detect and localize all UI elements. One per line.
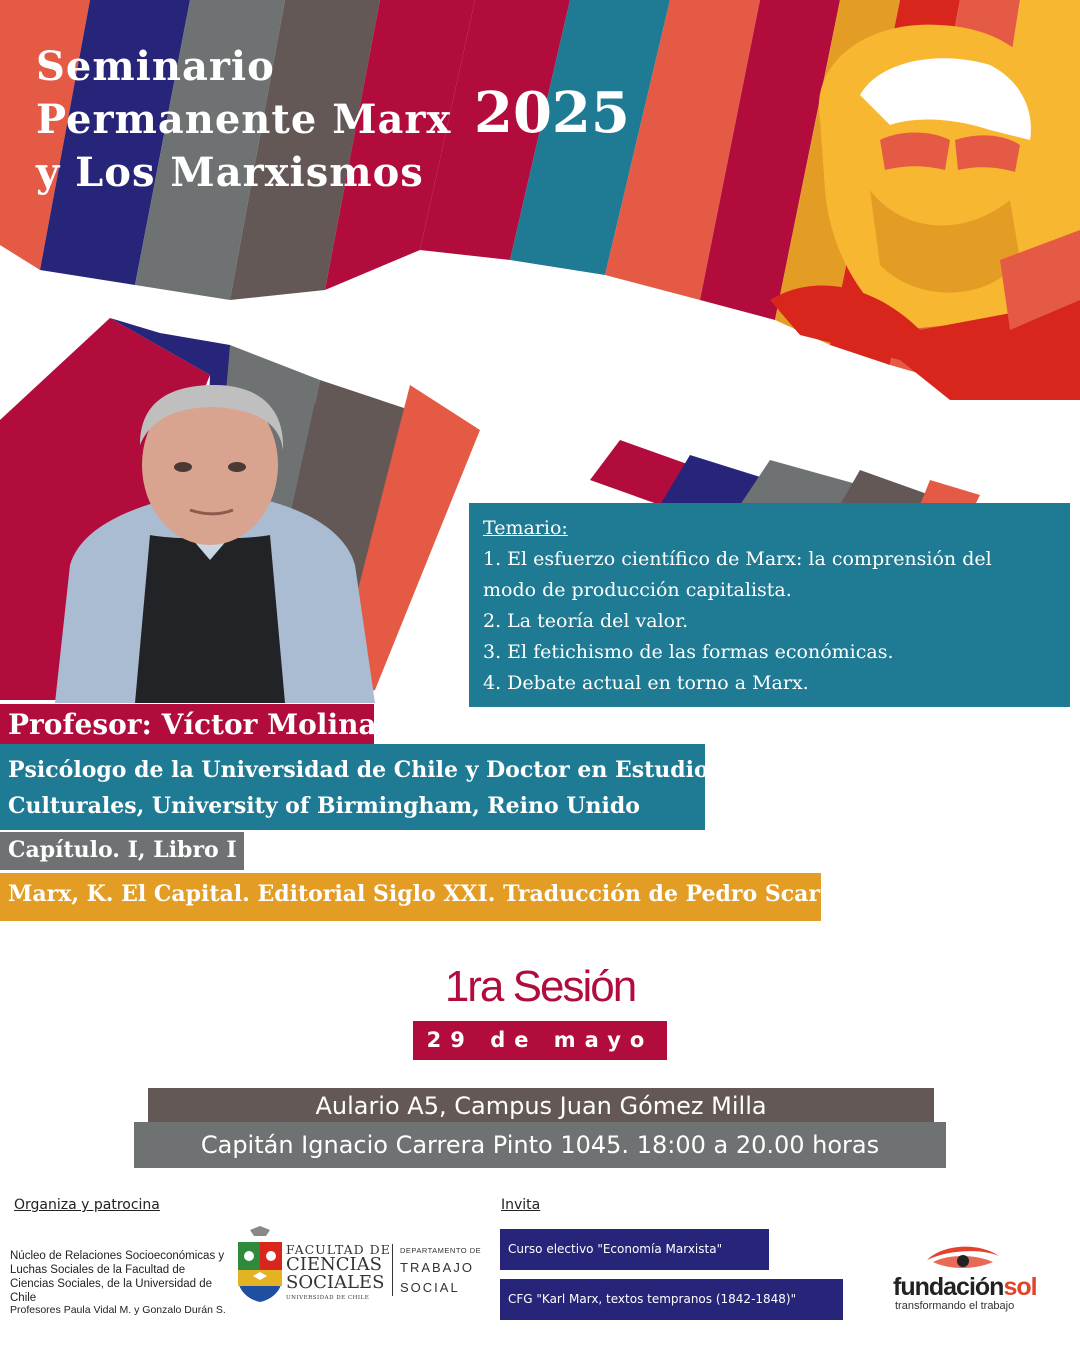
facultad-line-4: UNIVERSIDAD DE CHILE	[286, 1295, 370, 1301]
depto-line-2: TRABAJO	[400, 1260, 474, 1275]
session-address-time: Capitán Ignacio Carrera Pinto 1045. 18:00 a 20.00 horas	[134, 1122, 946, 1168]
facultad-name	[286, 1256, 384, 1292]
credentials-line-2: Culturales, University of Birmingham, Reino Unido	[8, 793, 640, 819]
curso-electivo: Curso electivo "Economía Marxista"	[500, 1229, 769, 1270]
profesores-text: Profesores Paula Vidal M. y Gonzalo Durán S.	[10, 1304, 226, 1316]
title-line-3: y Los Marxismos	[36, 149, 424, 196]
sol-word: sol	[1003, 1273, 1037, 1301]
organiza-label: Organiza y patrocina	[14, 1197, 160, 1213]
session-place: Aulario A5, Campus Juan Gómez Milla	[148, 1088, 934, 1125]
temario-item: 3. El fetichismo de las formas económicas.	[483, 641, 894, 663]
seminar-title	[36, 40, 451, 199]
temario-item: modo de producción capitalista.	[483, 579, 792, 601]
university-crest-icon	[236, 1226, 284, 1304]
credentials-line-1: Psicólogo de la Universidad de Chile y Doctor en Estudios	[8, 757, 722, 783]
chapter-label: Capítulo. I, Libro I	[0, 832, 244, 870]
title-line-2: Permanente Marx	[36, 96, 452, 143]
depto-name	[400, 1258, 474, 1298]
professor-credentials	[0, 744, 722, 830]
facultad-line-1: FACULTAD DE	[286, 1242, 391, 1257]
session-date: 29 de mayo	[413, 1021, 667, 1060]
depto-line-1: DEPARTAMENTO DE	[400, 1246, 482, 1255]
temario-box	[469, 503, 1070, 707]
fundacion-wordmark	[893, 1273, 1037, 1302]
facultad-line-3: SOCIALES	[286, 1272, 385, 1293]
fundacion-tagline: transformando el trabajo	[895, 1300, 1015, 1312]
fundacion-sol-logo	[893, 1240, 1073, 1310]
facultad-logo	[236, 1226, 486, 1306]
session-title: 1ra Sesión	[444, 962, 636, 1011]
depto-line-3: SOCIAL	[400, 1280, 460, 1295]
nucleo-text: Núcleo de Relaciones Socioeconómicas y Luchas Sociales de la Facultad de Ciencias Sociales, de la Universidad de Chile	[10, 1250, 225, 1304]
year: 2025	[474, 80, 630, 146]
temario-item: 4. Debate actual en torno a Marx.	[483, 672, 809, 694]
divider	[392, 1244, 393, 1296]
temario-item: 1. El esfuerzo científico de Marx: la comprensión del	[483, 548, 992, 570]
invita-label: Invita	[501, 1197, 541, 1213]
eye-logo-icon	[923, 1240, 1003, 1274]
title-line-1: Seminario	[36, 43, 275, 90]
fundacion-word: fundación	[893, 1273, 1004, 1301]
curso-cfg: CFG "Karl Marx, textos tempranos (1842-1848)"	[500, 1279, 843, 1320]
temario-item: 2. La teoría del valor.	[483, 610, 689, 632]
facultad-line-2: CIENCIAS	[286, 1254, 382, 1275]
professor-name: Profesor: Víctor Molina	[0, 704, 374, 746]
temario-heading: Temario:	[483, 517, 568, 539]
reading-reference: Marx, K. El Capital. Editorial Siglo XXI. Traducción de Pedro Scaron.	[0, 873, 821, 921]
